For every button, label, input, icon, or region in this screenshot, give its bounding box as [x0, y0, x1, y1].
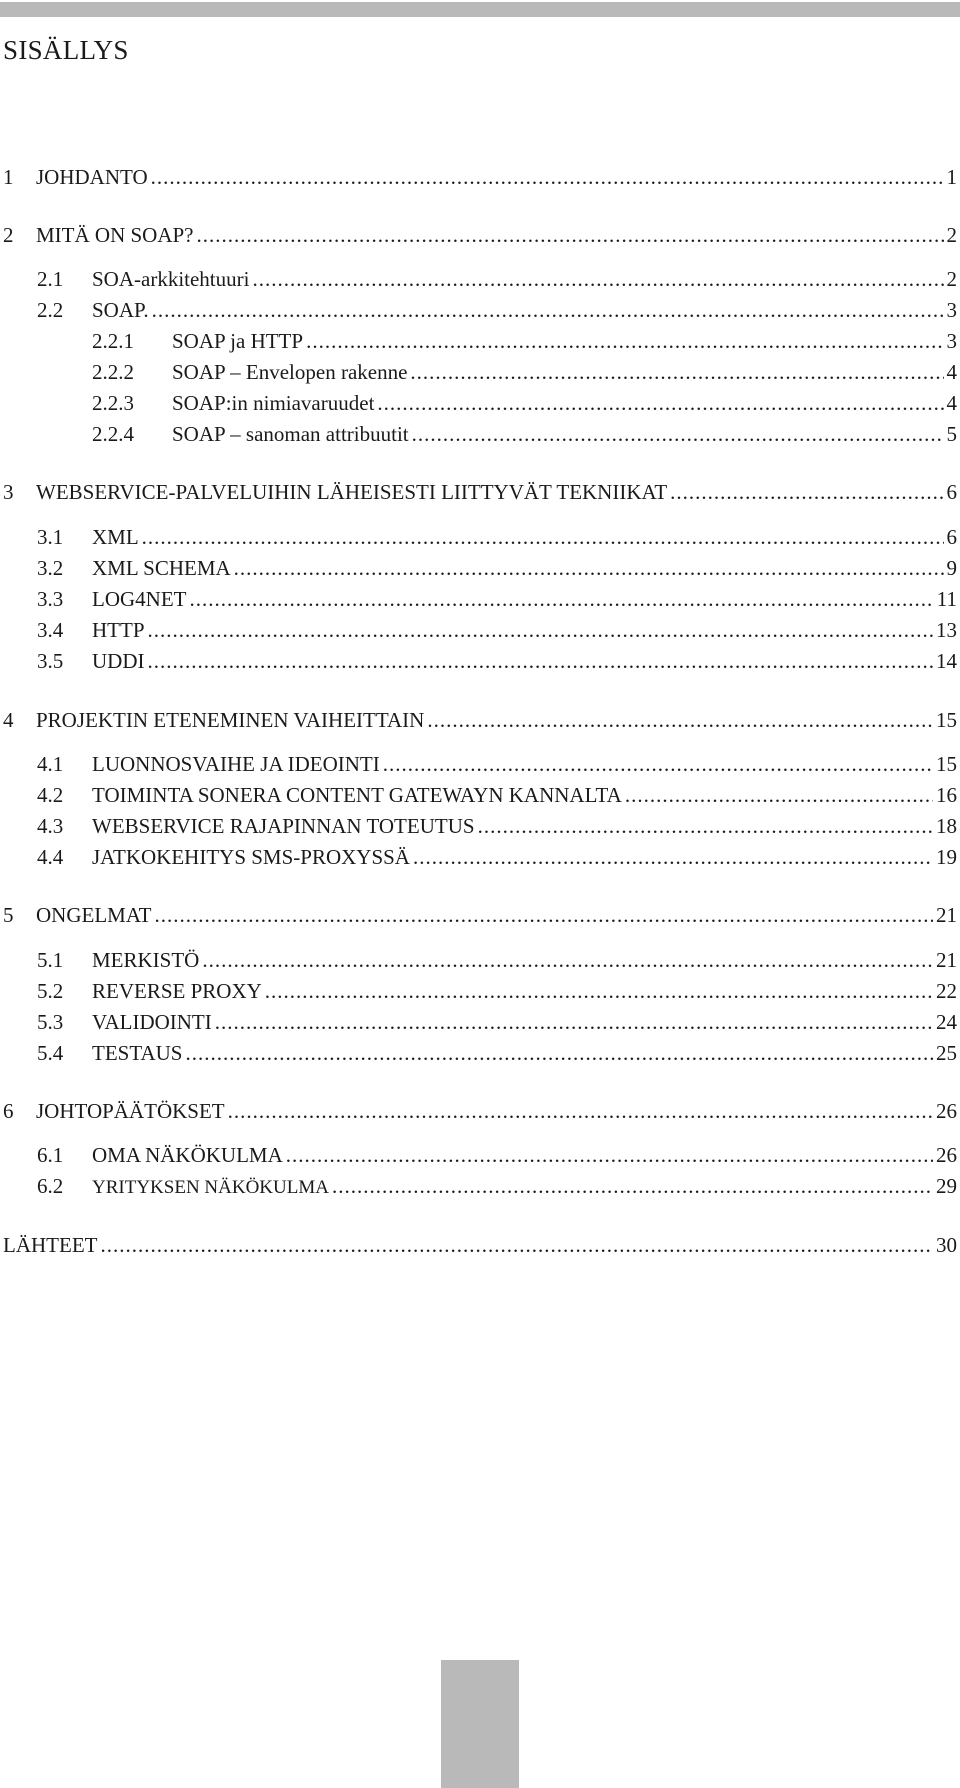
toc-entry-page: 13: [936, 618, 957, 642]
toc-entry-number: 6.2: [37, 1174, 64, 1198]
toc-entry-title: XML: [92, 525, 139, 549]
toc-entry-number: 2.1: [37, 267, 64, 291]
toc-entry-page: 11: [936, 587, 957, 611]
toc-entry-number: 6: [3, 1099, 14, 1123]
toc-entry-title: REVERSE PROXY: [92, 979, 262, 1003]
toc-entry[interactable]: [37, 751, 957, 777]
toc-entry-title: MITÄ ON SOAP?: [36, 223, 194, 247]
toc-entry-page: 14: [936, 649, 957, 673]
toc-entry-page: 18: [936, 814, 957, 838]
toc-entry[interactable]: [3, 222, 957, 248]
toc-entry[interactable]: [3, 164, 957, 190]
toc-entry[interactable]: [92, 328, 957, 354]
toc-entry-page: 24: [936, 1010, 957, 1034]
toc-entry[interactable]: [3, 479, 957, 505]
toc-entry-page: 2: [946, 267, 957, 291]
toc-entry-title: WEBSERVICE-PALVELUIHIN LÄHEISESTI LIITTYVÄT TEKNIIKAT: [36, 480, 668, 504]
toc-entry-page: 22: [936, 979, 957, 1003]
toc-dot-leader: [412, 421, 944, 447]
toc-dot-leader: [625, 782, 933, 808]
toc-dot-leader: [148, 648, 934, 674]
toc-dot-leader: [383, 751, 933, 777]
toc-dot-leader: [151, 164, 944, 190]
toc-entry-title: LUONNOSVAIHE JA IDEOINTI: [92, 752, 380, 776]
toc-entry-title: SOAP – sanoman attribuutit: [172, 422, 409, 446]
toc-entry-page: 15: [936, 752, 957, 776]
toc-entry-title: SOAP.: [92, 298, 149, 322]
toc-dot-leader: [252, 266, 943, 292]
toc-entry-page: 5: [946, 422, 957, 446]
toc-entry[interactable]: [37, 1009, 957, 1035]
toc-entry-number: 4.2: [37, 783, 64, 807]
toc-entry-title: SOA-arkkitehtuuri: [92, 267, 250, 291]
toc-entry[interactable]: [3, 902, 957, 928]
toc-entry-title: LÄHTEET: [3, 1233, 98, 1257]
toc-entry[interactable]: [37, 978, 957, 1004]
toc-entry-page: 30: [936, 1233, 957, 1257]
toc-entry-title: JATKOKEHITYS SMS-PROXYSSÄ: [92, 845, 410, 869]
toc-entry-number: 5.4: [37, 1041, 64, 1065]
toc-dot-leader: [265, 978, 933, 1004]
toc-entry-page: 26: [936, 1099, 957, 1123]
toc-entry-page: 9: [946, 556, 957, 580]
toc-entry-page: 3: [946, 329, 957, 353]
toc-dot-leader: [286, 1142, 933, 1168]
toc-dot-leader: [155, 902, 934, 928]
toc-entry[interactable]: [3, 707, 957, 733]
toc-entry[interactable]: [37, 555, 957, 581]
toc-entry[interactable]: [3, 1232, 957, 1258]
toc-entry-title: SOAP:in nimiavaruudet: [172, 391, 375, 415]
toc-entry-number: 1: [3, 165, 14, 189]
toc-entry-title: LOG4NET: [92, 587, 187, 611]
toc-dot-leader: [228, 1098, 933, 1124]
toc-entry-number: 5.3: [37, 1010, 64, 1034]
toc-entry[interactable]: [37, 1040, 957, 1066]
toc-entry-page: 16: [936, 783, 957, 807]
toc-entry-page: 4: [946, 360, 957, 384]
toc-entry-page: 6: [946, 525, 957, 549]
toc-entry-number: 2.2: [37, 298, 64, 322]
toc-entry-number: 3: [3, 480, 14, 504]
toc-title: SISÄLLYS: [3, 35, 129, 65]
toc-entry-number: 2.2.3: [92, 391, 134, 415]
toc-dot-leader: [670, 479, 943, 505]
toc-entry-title: TOIMINTA SONERA CONTENT GATEWAYN KANNALTA: [92, 783, 622, 807]
toc-entry[interactable]: [3, 1098, 957, 1124]
toc-entry-number: 4.4: [37, 845, 64, 869]
toc-entry-title: ONGELMAT: [36, 903, 152, 927]
toc-dot-leader: [478, 813, 933, 839]
toc-entry-page: 29: [936, 1174, 957, 1198]
toc-entry[interactable]: [37, 782, 957, 808]
toc-entry-page: 26: [936, 1143, 957, 1167]
toc-entry-title: PROJEKTIN ETENEMINEN VAIHEITTAIN: [36, 708, 425, 732]
toc-entry[interactable]: [37, 844, 957, 870]
toc-entry-number: 2.2.4: [92, 422, 134, 446]
toc-entry[interactable]: [37, 524, 957, 550]
toc-entry-number: 4.3: [37, 814, 64, 838]
toc-entry-page: 25: [936, 1041, 957, 1065]
toc-entry[interactable]: [37, 586, 957, 612]
toc-entry-page: 4: [946, 391, 957, 415]
toc-entry-number: 6.1: [37, 1143, 64, 1167]
toc-entry-page: 21: [936, 903, 957, 927]
toc-entry-number: 3.1: [37, 525, 64, 549]
toc-dot-leader: [197, 222, 944, 248]
toc-entry-number: 4: [3, 708, 14, 732]
toc-entry[interactable]: [37, 266, 957, 292]
toc-entry[interactable]: [37, 297, 957, 323]
toc-entry[interactable]: [92, 390, 957, 416]
toc-dot-leader: [142, 524, 944, 550]
toc-entry[interactable]: [92, 359, 957, 385]
toc-entry-number: 5.1: [37, 948, 64, 972]
toc-entry-number: 5: [3, 903, 14, 927]
toc-entry-title: JOHDANTO: [36, 165, 148, 189]
toc-entry-page: 21: [936, 948, 957, 972]
toc-entry-number: 2: [3, 223, 14, 247]
page-number-box: [441, 1660, 519, 1788]
toc-entry-title: JOHTOPÄÄTÖKSET: [36, 1099, 225, 1123]
toc-entry-number: 4.1: [37, 752, 64, 776]
toc-entry[interactable]: [37, 617, 957, 643]
toc-entry-number: 2.2.1: [92, 329, 134, 353]
toc-entry-page: 1: [946, 165, 957, 189]
toc-dot-leader: [427, 707, 933, 733]
toc-dot-leader: [234, 555, 944, 581]
toc-entry-page: 15: [936, 708, 957, 732]
toc-dot-leader: [377, 390, 943, 416]
toc-entry-page: 3: [946, 298, 957, 322]
toc-entry-title: OMA NÄKÖKULMA: [92, 1143, 283, 1167]
toc-entry-number: 3.3: [37, 587, 64, 611]
toc-entry-title: VALIDOINTI: [92, 1010, 212, 1034]
toc-dot-leader: [410, 359, 943, 385]
toc-dot-leader: [189, 586, 933, 612]
toc-entry-number: 5.2: [37, 979, 64, 1003]
toc-dot-leader: [306, 328, 943, 354]
toc-entry-number: 3.4: [37, 618, 64, 642]
toc-entry-title: TESTAUS: [92, 1041, 183, 1065]
toc-entry-title: XML SCHEMA: [92, 556, 231, 580]
toc-dot-leader: [413, 844, 933, 870]
toc-entry-title: HTTP: [92, 618, 145, 642]
toc-dot-leader: [202, 947, 933, 973]
toc-dot-leader: [148, 617, 934, 643]
toc-dot-leader: [332, 1173, 933, 1199]
toc-entry-page: 19: [936, 845, 957, 869]
toc-entry-number: 3.5: [37, 649, 64, 673]
toc-entry[interactable]: [37, 648, 957, 674]
toc-entry-title: UDDI: [92, 649, 145, 673]
toc-entry[interactable]: [37, 1142, 957, 1168]
toc-dot-leader: [186, 1040, 934, 1066]
toc-entry-number: 2.2.2: [92, 360, 134, 384]
toc-entry[interactable]: [92, 421, 957, 447]
toc-dot-leader: [152, 297, 944, 323]
toc-entry-title: SOAP – Envelopen rakenne: [172, 360, 408, 384]
toc-entry-title: YRITYKSEN NÄKÖKULMA: [92, 1177, 329, 1198]
toc-entry-title: SOAP ja HTTP: [172, 329, 304, 353]
toc-dot-leader: [215, 1009, 933, 1035]
toc-entry-title: WEBSERVICE RAJAPINNAN TOTEUTUS: [92, 814, 475, 838]
toc-entry-page: 6: [946, 480, 957, 504]
toc-entry[interactable]: [37, 1173, 957, 1199]
toc-entry-number: 3.2: [37, 556, 64, 580]
toc-entry-title: MERKISTÖ: [92, 948, 200, 972]
toc-entry-page: 2: [946, 223, 957, 247]
toc-dot-leader: [100, 1232, 933, 1258]
toc-entry[interactable]: [37, 813, 957, 839]
toc-entry[interactable]: [37, 947, 957, 973]
